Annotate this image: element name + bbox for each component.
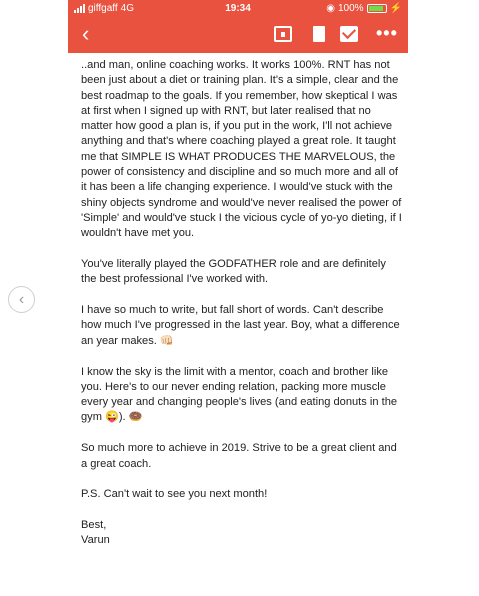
paragraph-2: You've literally played the GODFATHER role and are definitely the best professional I've worked with. xyxy=(81,258,386,286)
paragraph-1: ..and man, online coaching works. It works 100%. RNT has not been just about a diet or training plan. It's a simple, clear and the best roadmap to the goals. If you remember, how skeptical I was at first when I signed up with RNT, but later realised that no matter how good a plan is, if you put in the work, I'll not achieve anything and that's where coaching played a great role. It taught me that SIMPLE IS WHAT PRODUCES THE MARVELOUS, the power of consistency and discipline and so much more and all of it has been a life changing experience. I would've stuck with the shiny objects syndrome and would've never realised the power of 'Simple' and would've stuck I the vicious cycle of yo-yo dieting, if I wouldn't have met you. xyxy=(81,59,402,240)
mail-icon[interactable] xyxy=(340,26,358,42)
status-bar xyxy=(68,0,408,17)
paragraph-3: I have so much to write, but fall short of words. Can't describe how much I've progressed in the last year. Boy, what a difference an year makes. 👊🏻 xyxy=(81,304,400,347)
paragraph-6: P.S. Can't wait to see you next month! xyxy=(81,488,268,501)
email-body xyxy=(68,53,403,549)
email-toolbar xyxy=(68,17,408,53)
signature xyxy=(81,518,403,549)
carrier-label: giffgaff xyxy=(88,3,118,14)
signoff: Best, xyxy=(81,519,107,532)
more-options-icon[interactable]: ••• xyxy=(376,23,398,43)
status-time: 19:34 xyxy=(225,3,251,14)
back-icon[interactable]: ‹ xyxy=(82,21,90,46)
paragraph-4: I know the sky is the limit with a mentor, coach and brother like you. Here's to our never ending relation, packing more muscle every year and changing people's lives (and eating donuts in the gym 😜). 🍩 xyxy=(81,365,398,424)
charging-icon: ⚡ xyxy=(389,3,402,14)
battery-icon xyxy=(367,4,387,13)
battery-percent: 100% xyxy=(337,3,364,14)
paragraph-5: So much more to achieve in 2019. Strive to be a great client and a great coach. xyxy=(81,442,397,470)
previous-slide-button[interactable]: ‹ xyxy=(8,286,35,313)
network-label: 4G xyxy=(120,3,135,14)
trash-icon[interactable] xyxy=(313,26,325,42)
phone-screenshot xyxy=(68,0,408,596)
alarm-icon: ◉ xyxy=(326,3,335,14)
sender-name: Varun xyxy=(81,534,110,547)
archive-icon[interactable] xyxy=(274,26,292,42)
